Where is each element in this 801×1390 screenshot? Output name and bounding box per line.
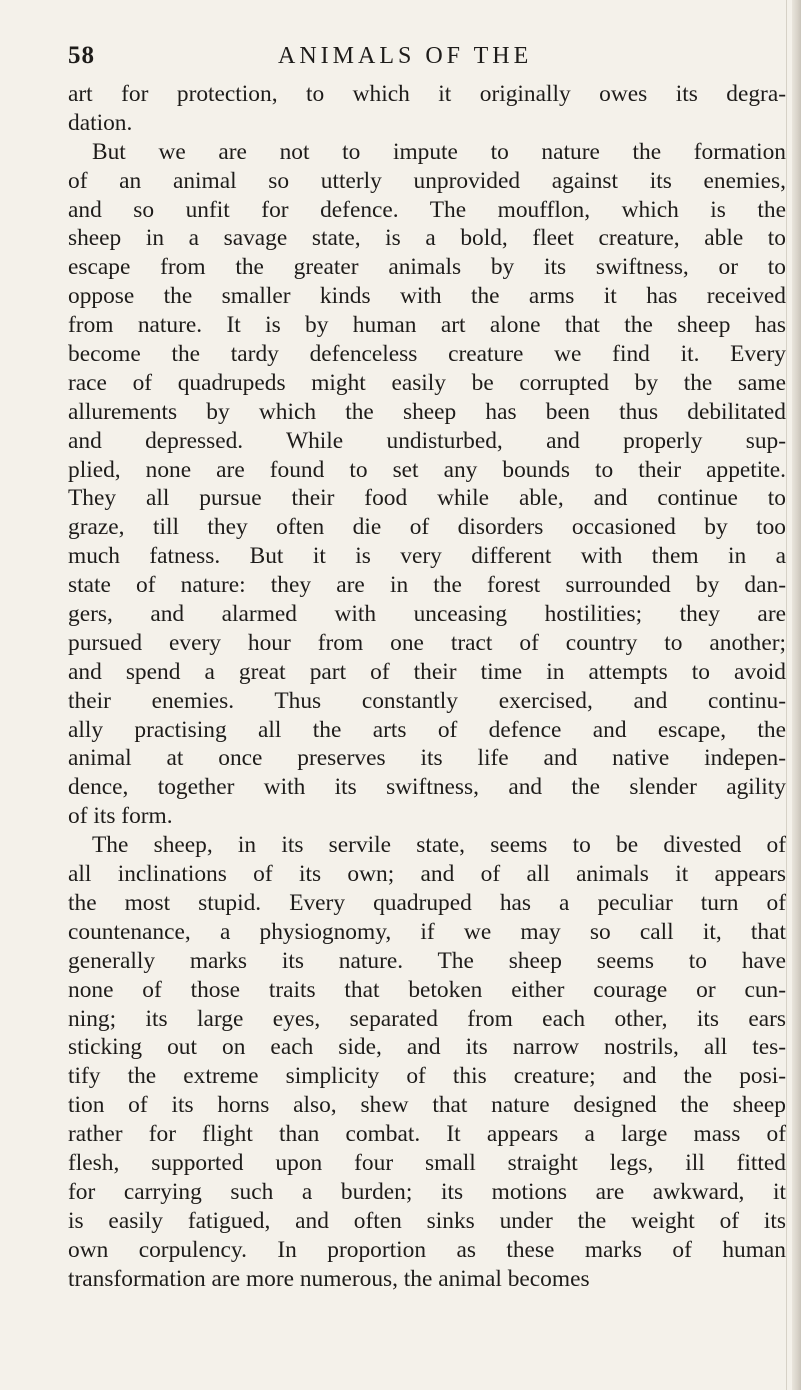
text-line: sheep in a savage state, is a bold, fleet creature, able to (68, 225, 786, 252)
text-line: gers, and alarmed with unceasing hostilities; they are (68, 601, 786, 628)
text-line: plied, none are found to set any bounds to their appetite. (68, 456, 786, 483)
text-line: ning; its large eyes, separated from each other, its ears (68, 1005, 786, 1032)
text-line: escape from the greater animals by its swiftness, or to (68, 254, 786, 281)
text-line: tion of its horns also, shew that nature designed the sheep (68, 1092, 786, 1119)
paragraph (68, 138, 786, 831)
text-line: and depressed. While undisturbed, and properly sup- (68, 427, 786, 454)
text-line: But we are not to impute to nature the formation (92, 138, 786, 165)
text-line: from nature. It is by human art alone that the sheep has (68, 312, 786, 339)
text-line: much fatness. But it is very different with them in a (68, 543, 786, 570)
text-line: race of quadrupeds might easily be corrupted by the same (68, 369, 786, 396)
text-line: The sheep, in its servile state, seems to be divested of (92, 832, 786, 859)
text-line: become the tardy defenceless creature we find it. Every (68, 341, 786, 368)
text-line: generally marks its nature. The sheep seems to have (68, 947, 786, 974)
text-line: the most stupid. Every quadruped has a peculiar turn of (68, 889, 786, 916)
text-line: countenance, a physiognomy, if we may so call it, that (68, 918, 786, 945)
paragraph (68, 80, 786, 138)
text-line: pursued every hour from one tract of country to another; (68, 629, 786, 656)
text-line: none of those traits that betoken either courage or cun- (68, 976, 786, 1003)
body-text (68, 80, 786, 1293)
text-line: graze, till they often die of disorders occasioned by too (68, 514, 786, 541)
text-line: sticking out on each side, and its narrow nostrils, all tes- (68, 1034, 786, 1061)
running-title: ANIMALS OF THE (278, 43, 533, 69)
text-line: and spend a great part of their time in attempts to avoid (68, 658, 786, 685)
text-line: dence, together with its swiftness, and the slender agility (68, 774, 786, 801)
text-line: and so unfit for defence. The moufflon, which is the (68, 196, 786, 223)
text-line: their enemies. Thus constantly exercised, and continu- (68, 687, 786, 714)
text-line: state of nature: they are in the forest surrounded by dan- (68, 572, 786, 599)
text-line: all inclinations of its own; and of all animals it appears (68, 861, 786, 888)
text-line: is easily fatigued, and often sinks under the weight of its (68, 1207, 786, 1234)
page-edge-line (786, 0, 787, 1390)
text-line: transformation are more numerous, the animal becomes (68, 1265, 590, 1292)
text-line: own corpulency. In proportion as these marks of human (68, 1236, 786, 1263)
text-line: ally practising all the arts of defence and escape, the (68, 716, 786, 743)
text-line: tify the extreme simplicity of this creature; and the posi- (68, 1063, 786, 1090)
page-edge (792, 0, 801, 1390)
running-head (68, 36, 788, 76)
page-number: 58 (68, 42, 95, 69)
text-line: for carrying such a burden; its motions are awkward, it (68, 1178, 786, 1205)
text-line: allurements by which the sheep has been thus debilitated (68, 398, 786, 425)
text-line: rather for flight than combat. It appears a large mass of (68, 1121, 786, 1148)
text-line: of its form. (68, 803, 173, 830)
text-line: animal at once preserves its life and native indepen- (68, 745, 786, 772)
text-line: flesh, supported upon four small straight legs, ill fitted (68, 1149, 786, 1176)
text-line: art for protection, to which it originally owes its degra- (68, 81, 786, 107)
text-line: of an animal so utterly unprovided against its enemies, (68, 167, 786, 194)
text-line: They all pursue their food while able, and continue to (68, 485, 786, 512)
text-line: oppose the smaller kinds with the arms it has received (68, 283, 786, 310)
text-line: dation. (68, 109, 133, 136)
paragraph (68, 831, 786, 1293)
